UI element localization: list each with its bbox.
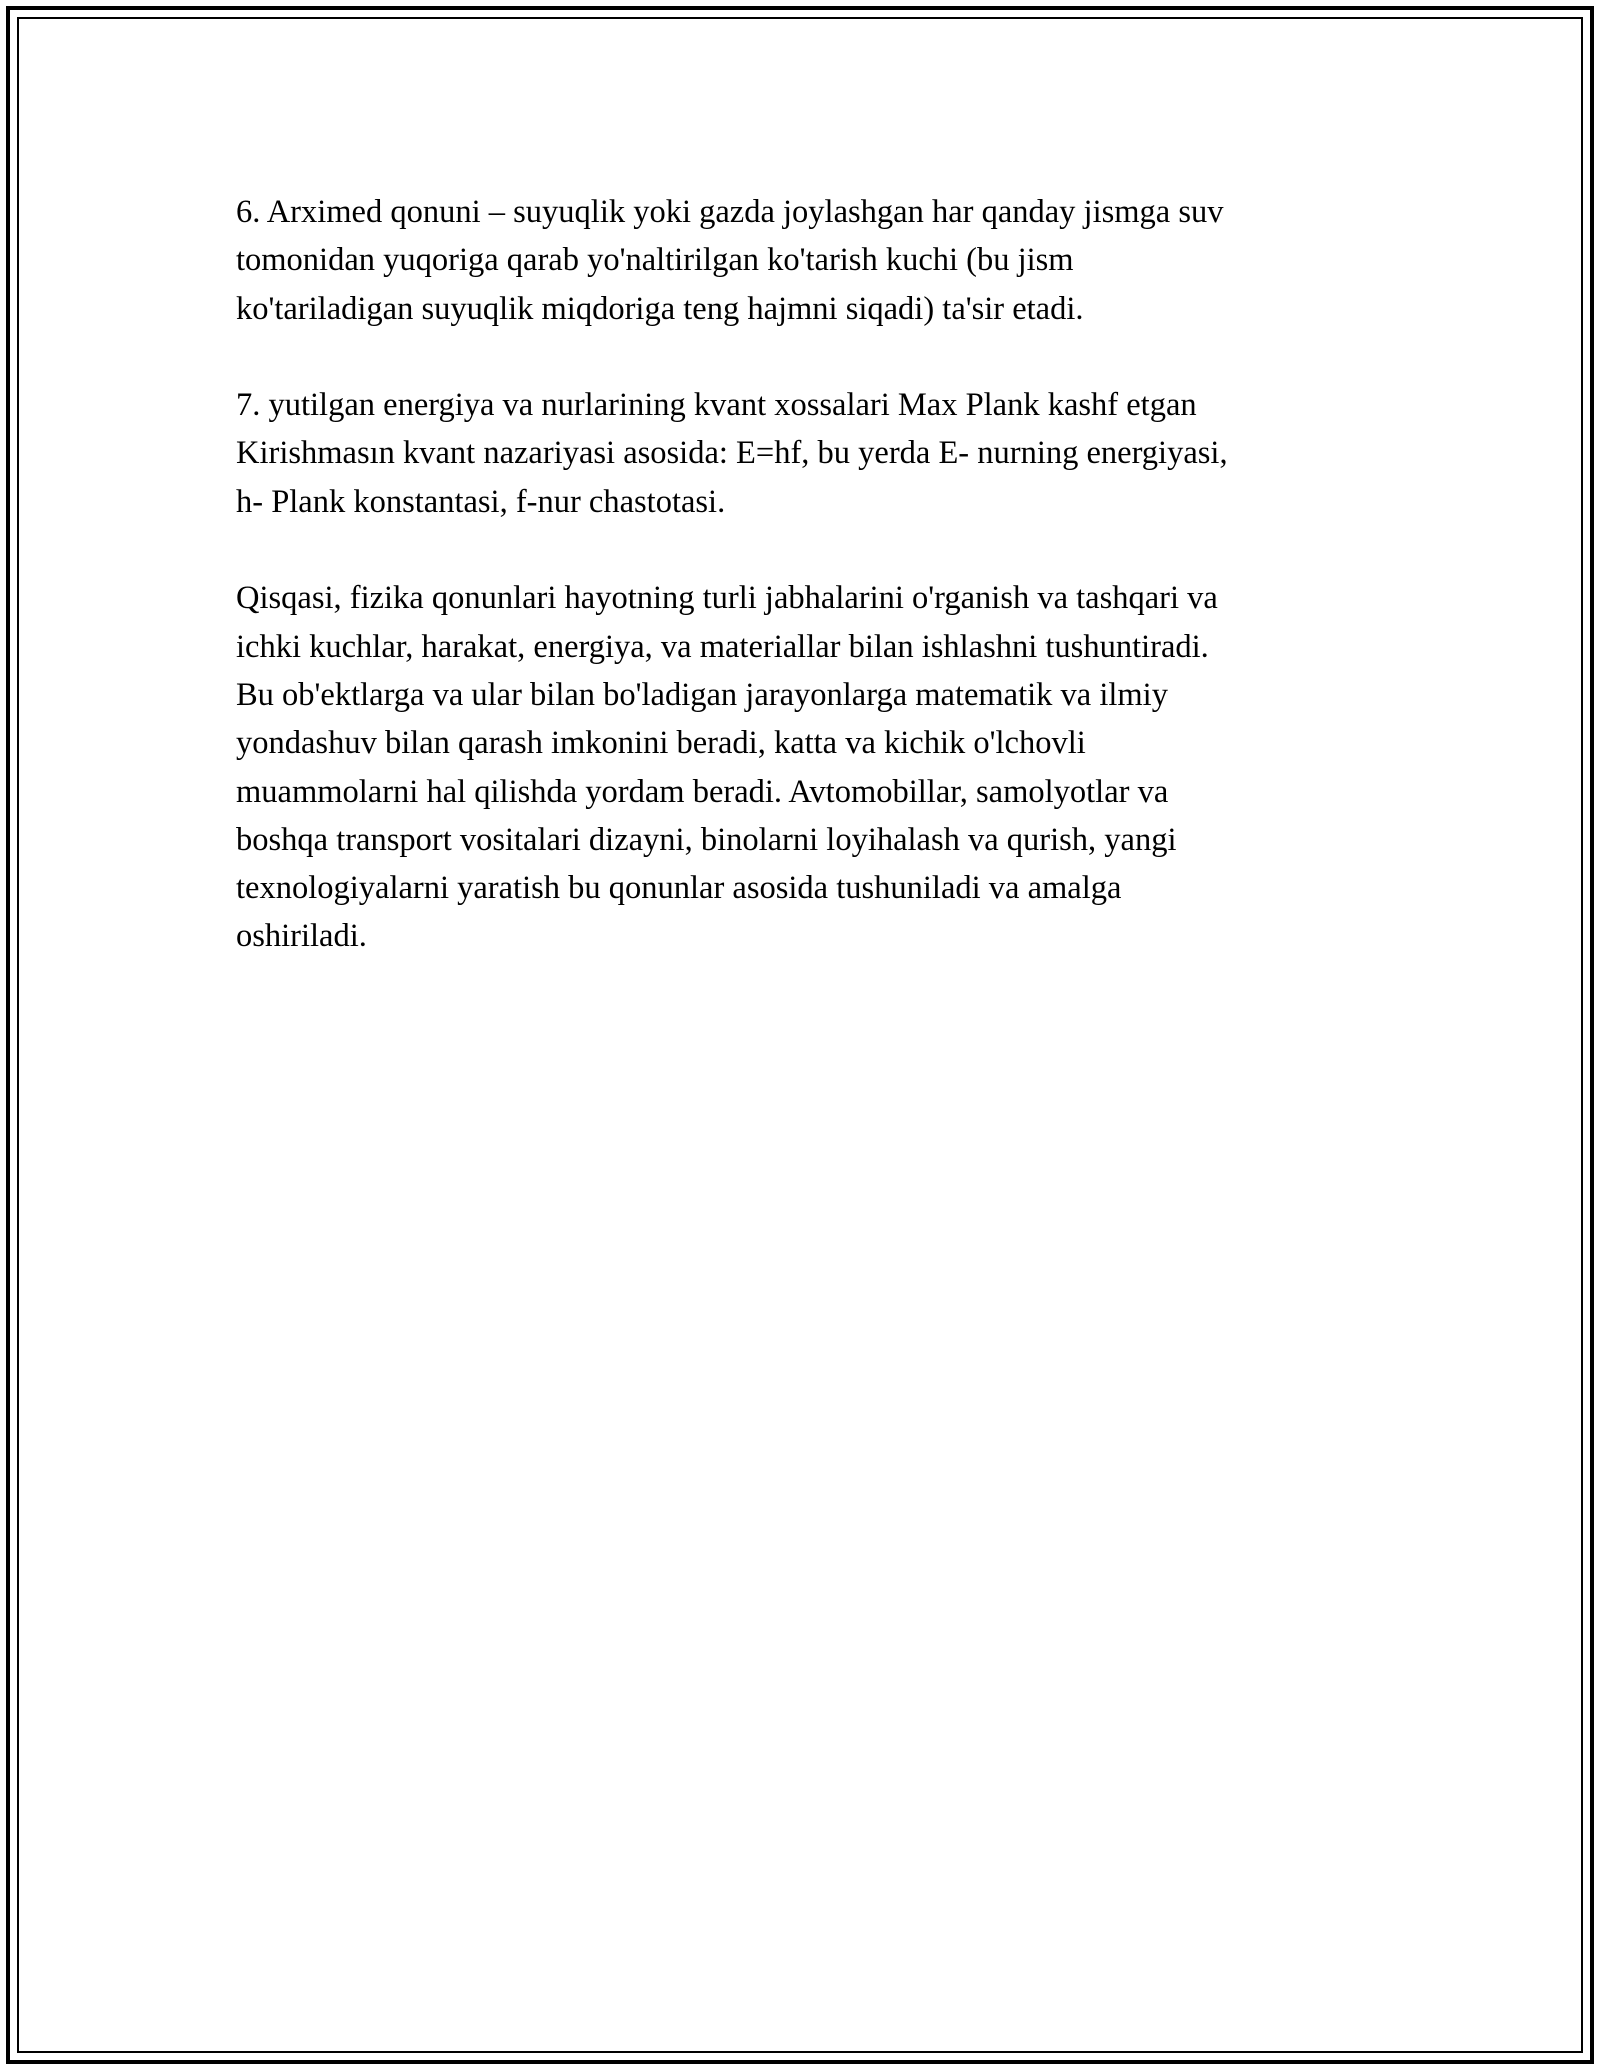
paragraph-planck-quantum: 7. yutilgan energiya va nurlarining kvant xossalari Max Plank kashf etgan Kirishmasın kvant nazariyasi asosida: E=hf, bu yerda E- nurning energiyasi, h- Plank konstantasi, f-nur chastotasi. xyxy=(236,387,1228,520)
paragraph-summary: Qisqasi, fizika qonunlari hayotning turli jabhalarini o'rganish va tashqari va ichki kuchlar, harakat, energiya, va materiallar bilan ishlashni tushuntiradi. Bu ob'ektlarga va ular bilan bo'ladigan jarayonlarga matematik va ilmiy yondashuv bilan qarash imkonini beradi, katta va kichik o'lchovli muammolarni hal qilishda yordam beradi. Avtomobillar, samolyotlar va boshqa transport vositalari dizayni, binolarni loyihalash va qurish, yangi texnologiyalarni yaratish bu qonunlar asosida tushuniladi va amalga oshiriladi. xyxy=(236,580,1218,955)
document-body xyxy=(236,188,1386,1009)
paragraph-archimedes-law: 6. Arximed qonuni – suyuqlik yoki gazda joylashgan har qanday jismga suv tomonidan yuqoriga qarab yo'naltirilgan ko'tarish kuchi (bu jism ko'tariladigan suyuqlik miqdoriga teng hajmni siqadi) ta'sir etadi. xyxy=(236,194,1224,327)
